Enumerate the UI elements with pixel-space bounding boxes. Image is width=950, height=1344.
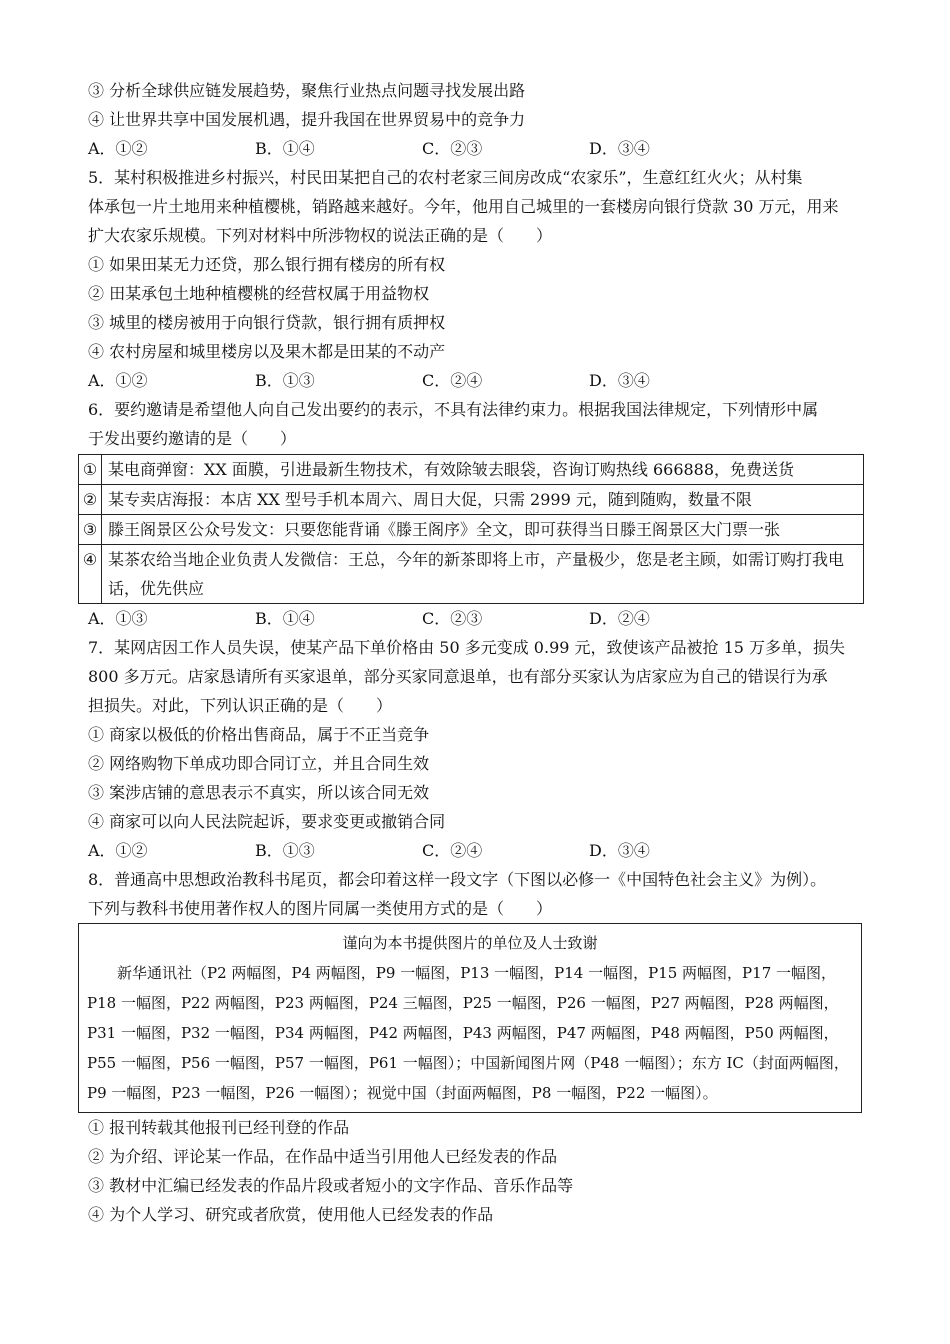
q5-statement-2: ② 田某承包土地种植樱桃的经营权属于用益物权: [88, 284, 430, 303]
q5-option-a: A．①②: [88, 371, 148, 390]
q7-statement-4: ④ 商家可以向人民法院起诉，要求变更或撤销合同: [88, 812, 446, 831]
q4-option-d: D．③④: [589, 139, 650, 158]
q5-stem-line-3: 扩大农家乐规模。下列对材料中所涉物权的说法正确的是（ ）: [88, 226, 553, 245]
q8-box-body: 新华通讯社（P2 两幅图，P4 两幅图，P9 一幅图，P13 一幅图，P14 一幅图，P15 两幅图，P17 一幅图，P18 一幅图，P22 两幅图，P23 两幅图，P24 三幅图，P25 一幅图，P26 一幅图，P27 两幅图，P28 两幅图，P31 一幅图，P32 一幅图，P34 两幅图，P42 两幅图，P43 两幅图，P47 两幅图，P48 两幅图，P50 两幅图，P55 一幅图，P56 一幅图，P57 一幅图，P61 一幅图）；中国新闻图片网（P48 一幅图）；东方 IC（封面两幅图，P9 一幅图，P23 一幅图，P26 一幅图）；视觉中国（封面两幅图，P8 一幅图，P22 一幅图）。: [87, 964, 849, 1102]
q8-stem-line-2: 下列与教科书使用著作权人的图片同属一类使用方式的是（ ）: [88, 899, 553, 918]
q4-option-a: A．①②: [88, 139, 148, 158]
q7-option-c: C．②④: [422, 841, 483, 860]
q4-statement-4: ④ 让世界共享中国发展机遇，提升我国在世界贸易中的竞争力: [88, 110, 526, 129]
q6-row-text: 某电商弹窗：XX 面膜，引进最新生物技术，有效除皱去眼袋，咨询订购热线 666888，免费送货: [102, 455, 864, 485]
q8-statement-4: ④ 为个人学习、研究或者欣赏，使用他人已经发表的作品: [88, 1205, 494, 1224]
q5-stem-line-1: 5．某村积极推进乡村振兴，村民田某把自己的农村老家三间房改成“农家乐”，生意红红火火；从村集: [88, 168, 803, 187]
q6-row-num: ④: [79, 545, 102, 604]
q6-row-num: ①: [79, 455, 102, 485]
q6-option-d: D．②④: [589, 609, 650, 628]
table-row: [79, 545, 864, 604]
q5-option-b: B．①③: [255, 371, 315, 390]
q7-option-a: A．①②: [88, 841, 148, 860]
q5-option-d: D．③④: [589, 371, 650, 390]
q8-statement-2: ② 为介绍、评论某一作品，在作品中适当引用他人已经发表的作品: [88, 1147, 558, 1166]
q6-stem-line-2: 于发出要约邀请的是（ ）: [88, 429, 297, 448]
q8-stem-line-1: 8．普通高中思想政治教科书尾页，都会印着这样一段文字（下图以必修一《中国特色社会主义》为例）。: [88, 870, 827, 889]
q6-table: [78, 454, 864, 604]
q7-stem-line-1: 7．某网店因工作人员失误，使某产品下单价格由 50 多元变成 0.99 元，致使该产品被抢 15 万多单，损失: [88, 638, 846, 657]
q5-stem-line-2: 体承包一片土地用来种植樱桃，销路越来越好。今年，他用自己城里的一套楼房向银行贷款 30 万元，用来: [88, 197, 839, 216]
q8-statement-1: ① 报刊转载其他报刊已经刊登的作品: [88, 1118, 350, 1137]
q6-stem-line-1: 6．要约邀请是希望他人向自己发出要约的表示，不具有法律约束力。根据我国法律规定，下列情形中属: [88, 400, 819, 419]
q6-options: [88, 604, 874, 633]
q4-option-c: C．②③: [422, 139, 483, 158]
q6-option-c: C．②③: [422, 609, 483, 628]
page-content: [82, 76, 874, 1229]
table-row: [79, 515, 864, 545]
q6-option-b: B．①④: [255, 609, 315, 628]
q6-row-num: ③: [79, 515, 102, 545]
q7-options: [88, 836, 874, 865]
q7-statement-3: ③ 案涉店铺的意思表示不真实，所以该合同无效: [88, 783, 430, 802]
q7-stem-line-2: 800 多万元。店家恳请所有买家退单，部分买家同意退单，也有部分买家认为店家应为自己的错误行为承: [88, 667, 828, 686]
table-row: [79, 455, 864, 485]
q5-option-c: C．②④: [422, 371, 483, 390]
q6-row-num: ②: [79, 485, 102, 515]
q5-statement-3: ③ 城里的楼房被用于向银行贷款，银行拥有质押权: [88, 313, 446, 332]
q6-row-text: 滕王阁景区公众号发文：只要您能背诵《滕王阁序》全文，即可获得当日滕王阁景区大门票一张: [102, 515, 864, 545]
q8-statement-3: ③ 教材中汇编已经发表的作品片段或者短小的文字作品、音乐作品等: [88, 1176, 574, 1195]
q5-statement-4: ④ 农村房屋和城里楼房以及果木都是田某的不动产: [88, 342, 446, 361]
q5-options: [88, 366, 874, 395]
q5-statement-1: ① 如果田某无力还贷，那么银行拥有楼房的所有权: [88, 255, 446, 274]
q6-option-a: A．①③: [88, 609, 148, 628]
q7-option-d: D．③④: [589, 841, 650, 860]
q7-option-b: B．①③: [255, 841, 315, 860]
q6-row-text: 某专卖店海报：本店 XX 型号手机本周六、周日大促，只需 2999 元，随到随购，数量不限: [102, 485, 864, 515]
q4-statement-3: ③ 分析全球供应链发展趋势，聚焦行业热点问题寻找发展出路: [88, 81, 526, 100]
table-row: [79, 485, 864, 515]
q8-acknowledgement-box: [78, 923, 862, 1113]
q8-box-title: 谨向为本书提供图片的单位及人士致谢: [342, 934, 598, 952]
q4-option-b: B．①④: [255, 139, 315, 158]
q6-row-text: 某茶农给当地企业负责人发微信：王总，今年的新茶即将上市，产量极少，您是老主顾，如需订购打我电话，优先供应: [102, 545, 864, 604]
q7-statement-2: ② 网络购物下单成功即合同订立，并且合同生效: [88, 754, 430, 773]
q7-stem-line-3: 担损失。对此，下列认识正确的是（ ）: [88, 696, 393, 715]
q4-options: [88, 134, 874, 163]
q7-statement-1: ① 商家以极低的价格出售商品，属于不正当竞争: [88, 725, 430, 744]
